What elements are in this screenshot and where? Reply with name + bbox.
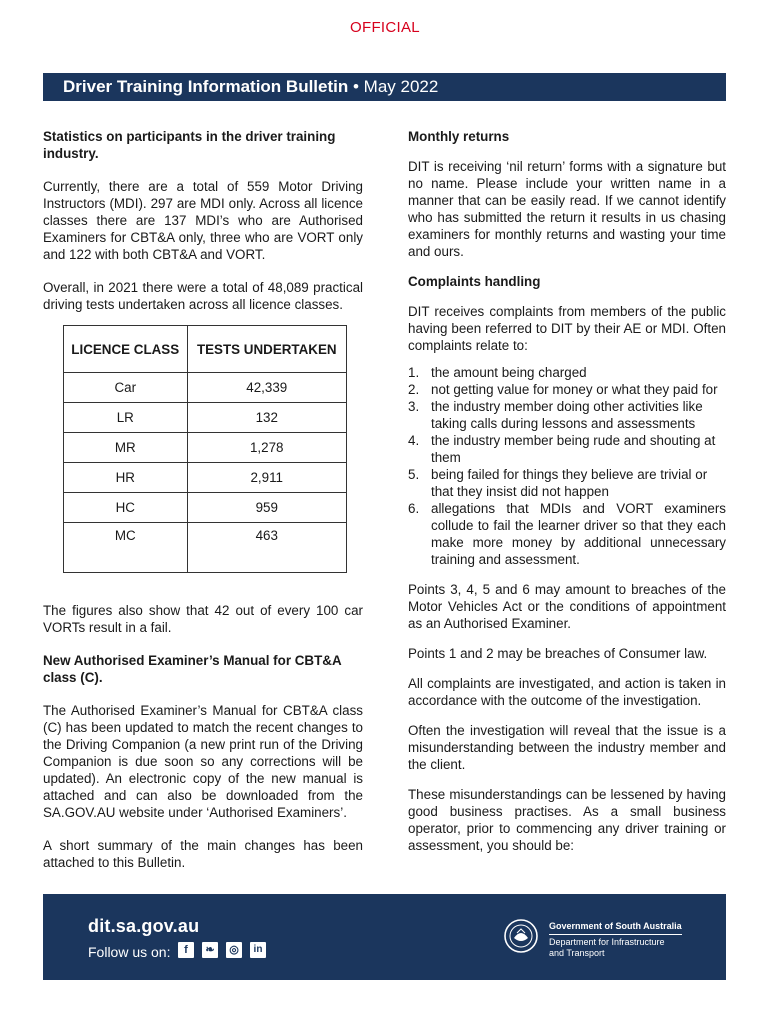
licence-class-cell: MC xyxy=(64,523,188,573)
twitter-icon[interactable]: ❧ xyxy=(202,942,218,958)
licence-class-cell: Car xyxy=(64,373,188,403)
department-line-2: and Transport xyxy=(549,948,605,958)
tests-cell: 42,339 xyxy=(187,373,347,403)
follow-us-label: Follow us on: xyxy=(88,944,171,960)
list-item: 5. being failed for things they believe are trivial or that they insist did not happen xyxy=(408,467,708,499)
list-item: 6. allegations that MDIs and VORT examiners collude to fail the learner driver so that they each make more money by additional unnecessary training and assessment. xyxy=(408,501,726,567)
investigated-paragraph: All complaints are investigated, and action is taken in accordance with the outcome of the investigation. xyxy=(408,676,726,708)
licence-class-cell: MR xyxy=(64,433,188,463)
business-practises-paragraph: These misunderstandings can be lessened by having good business practises. As a small business operator, prior to commencing any driver training or assessment, you should be: xyxy=(408,787,726,853)
stats-paragraph-1: Currently, there are a total of 559 Motor Driving Instructors (MDI). 297 are MDI only. Across all licence classes there are 137 MDI’s who are Authorised Examiners for CBT&A only, three who are VORT only and 122 with both CBT&A and VORT. xyxy=(43,179,363,262)
complaints-paragraph: DIT receives complaints from members of the public having been referred to DIT by their AE or MDI. Often complaints relate to: xyxy=(408,304,726,353)
banner-bullet: • xyxy=(352,77,359,96)
table-row xyxy=(64,493,347,523)
tests-cell: 959 xyxy=(187,493,347,523)
complaints-heading: Complaints handling xyxy=(408,274,541,289)
bulletin-banner xyxy=(43,73,726,101)
tests-cell: 2,911 xyxy=(187,463,347,493)
manual-heading: New Authorised Examiner’s Manual for CBT&A class (C). xyxy=(43,653,342,685)
department-line-1: Department for Infrastructure xyxy=(549,937,665,947)
right-column xyxy=(408,128,726,854)
banner-date: May 2022 xyxy=(363,77,439,96)
list-item: 1. the amount being charged xyxy=(408,365,587,380)
licence-tests-table xyxy=(63,325,347,573)
table-row xyxy=(64,463,347,493)
consumer-law-paragraph: Points 1 and 2 may be breaches of Consumer law. xyxy=(408,646,708,661)
table-header-licence-class: LICENCE CLASS xyxy=(64,326,188,373)
manual-paragraph-2: A short summary of the main changes has been attached to this Bulletin. xyxy=(43,838,363,870)
tests-cell: 132 xyxy=(187,403,347,433)
table-row xyxy=(64,403,347,433)
table-header-tests-undertaken: TESTS UNDERTAKEN xyxy=(187,326,347,373)
website-link[interactable]: dit.sa.gov.au xyxy=(88,916,200,936)
list-item: 4. the industry member being rude and shouting at them xyxy=(408,433,716,465)
government-name: Government of South Australia xyxy=(549,921,682,935)
breaches-paragraph: Points 3, 4, 5 and 6 may amount to breaches of the Motor Vehicles Act or the conditions of appointment as an Authorised Examiner. xyxy=(408,582,726,631)
government-crest-icon xyxy=(503,918,539,954)
official-marking: OFFICIAL xyxy=(350,19,420,36)
monthly-returns-paragraph: DIT is receiving ‘nil return’ forms with a signature but no name. Please include your written name in a manner that can be easily read. If we cannot identify who has submitted the return it results in us chasing examiners for monthly returns and wasting your time and ours. xyxy=(408,159,726,259)
facebook-icon[interactable]: f xyxy=(178,942,194,958)
misunderstanding-paragraph: Often the investigation will reveal that the issue is a misunderstanding between the industry member and the client. xyxy=(408,723,726,772)
table-row xyxy=(64,523,347,573)
tests-cell: 463 xyxy=(187,523,347,573)
table-row xyxy=(64,433,347,463)
licence-class-cell: LR xyxy=(64,403,188,433)
licence-class-cell: HR xyxy=(64,463,188,493)
licence-class-cell: HC xyxy=(64,493,188,523)
government-logo-text xyxy=(549,921,682,959)
tests-cell: 1,278 xyxy=(187,433,347,463)
linkedin-icon[interactable]: in xyxy=(250,942,266,958)
instagram-icon[interactable]: ◎ xyxy=(226,942,242,958)
stats-heading: Statistics on participants in the driver training industry. xyxy=(43,129,336,161)
banner-title: Driver Training Information Bulletin xyxy=(63,77,349,96)
stats-paragraph-2: Overall, in 2021 there were a total of 48,089 practical driving tests undertaken across all licence classes. xyxy=(43,280,363,312)
list-item: 3. the industry member doing other activities like taking calls during lessons and assessments xyxy=(408,399,703,431)
list-item: 2. not getting value for money or what they paid for xyxy=(408,382,718,397)
manual-paragraph-1: The Authorised Examiner’s Manual for CBT&A class (C) has been updated to match the recent changes to the Driving Companion (a new print run of the Driving Companion is due soon so any corrections will be updated). An electronic copy of the new manual is attached and can also be downloaded from the SA.GOV.AU website under ‘Authorised Examiners’. xyxy=(43,703,363,820)
left-column xyxy=(43,128,363,871)
monthly-returns-heading: Monthly returns xyxy=(408,129,510,144)
complaints-list xyxy=(408,364,726,568)
table-row xyxy=(64,373,347,403)
footer-banner xyxy=(43,894,726,980)
figures-paragraph: The figures also show that 42 out of every 100 car VORTs result in a fail. xyxy=(43,603,363,635)
